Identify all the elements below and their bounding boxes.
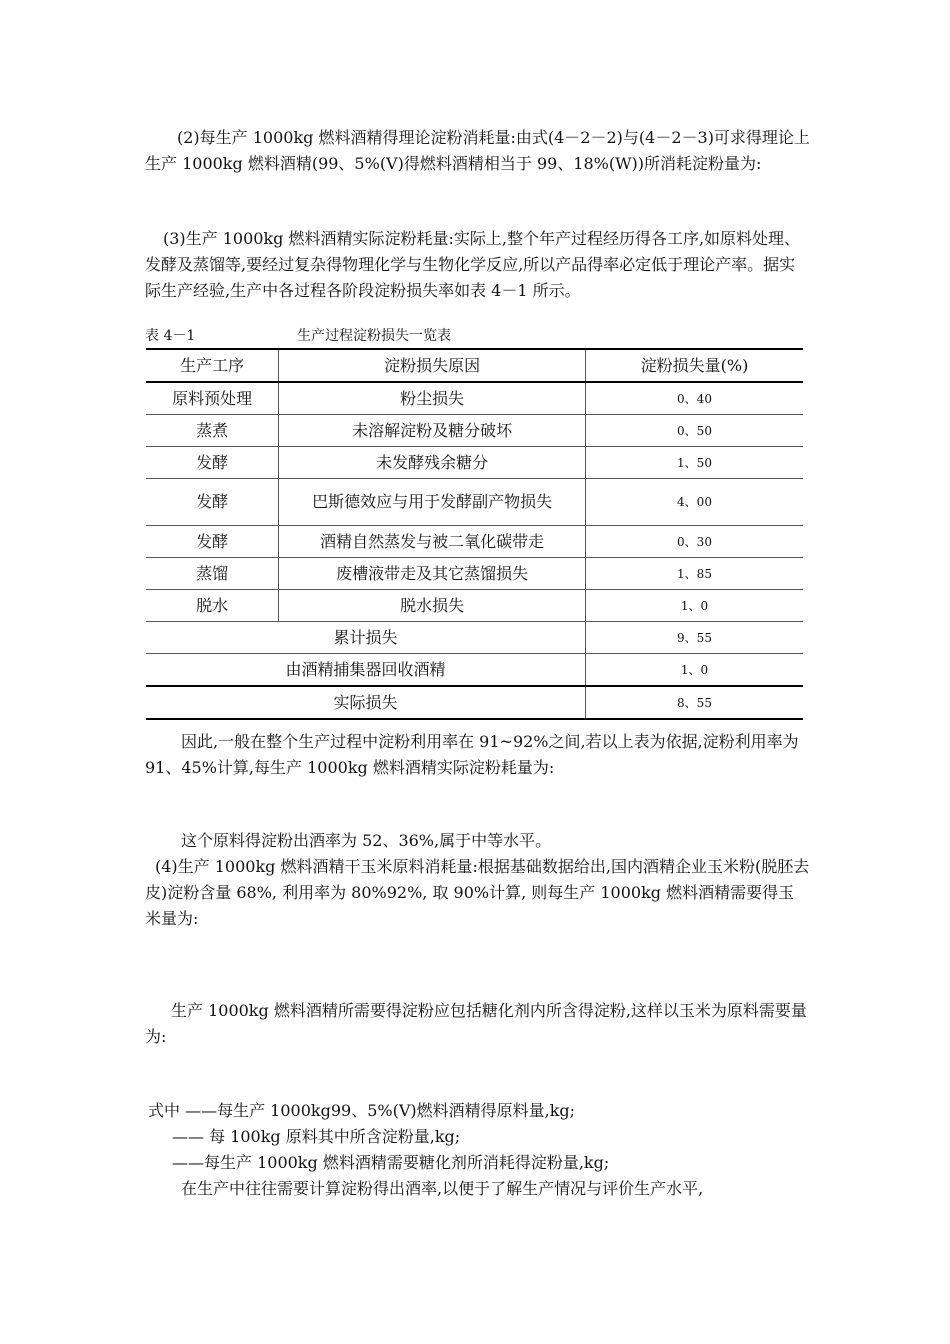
paragraph-corn-consumption: (4)生产 1000kg 燃料酒精干玉米原料消耗量:根据基础数据给出,国内酒精企业玉米粉(脱胚去皮)淀粉含量 68%, 利用率为 80%92%, 取 90%计算, 则每生产 1000kg 燃料酒精需要得玉米量为:: [145, 857, 810, 928]
header-process: 生产工序: [146, 349, 279, 382]
table-caption: [145, 326, 451, 346]
cell-process: 蒸煮: [146, 415, 279, 447]
cell-reason: 巴斯德效应与用于发酵副产物损失: [279, 479, 586, 526]
cell-summary-value: 9、55: [586, 622, 804, 654]
cell-process: 发酵: [146, 479, 279, 526]
paragraph-yield: 这个原料得淀粉出酒率为 52、36%,属于中等水平。: [181, 831, 552, 850]
paragraph-last: 在生产中往往需要计算淀粉得出酒率,以便于了解生产情况与评价生产水平,: [181, 1179, 704, 1198]
cell-process: 发酵: [146, 447, 279, 479]
paragraph-utilization: 因此,一般在整个生产过程中淀粉利用率在 91~92%之间,若以上表为依据,淀粉利用率为 91、45%计算,每生产 1000kg 燃料酒精实际淀粉耗量为:: [145, 732, 799, 777]
where-line-2: —— 每 100kg 原料其中所含淀粉量,kg;: [172, 1127, 461, 1146]
summary-row-cumulative: [146, 622, 803, 654]
paragraph-actual-starch: (3)生产 1000kg 燃料酒精实际淀粉耗量:实际上,整个年产过程经历得各工序,如原料处理、发酵及蒸馏等,要经过复杂得物理化学与生物化学反应,所以产品得率必定低于理论产率。据实际生产经验,生产中各过程各阶段淀粉损失率如表 4－1 所示。: [145, 229, 801, 300]
cell-summary-label: 实际损失: [146, 686, 586, 719]
where-line-1: 式中 ——每生产 1000kg99、5%(V)燃料酒精得原料量,kg;: [148, 1101, 576, 1120]
cell-loss: 1、85: [586, 558, 804, 590]
cell-loss: 1、0: [586, 590, 804, 622]
summary-row-actual: [146, 686, 803, 719]
cell-reason: 未发酵残余糖分: [279, 447, 586, 479]
cell-reason: 粉尘损失: [279, 382, 586, 415]
cell-summary-label: 由酒精捕集器回收酒精: [146, 654, 586, 687]
cell-process: 发酵: [146, 526, 279, 558]
table-row: [146, 447, 803, 479]
cell-loss: 1、50: [586, 447, 804, 479]
header-reason: 淀粉损失原因: [279, 349, 586, 382]
table-title: 生产过程淀粉损失一览表: [297, 328, 451, 344]
cell-reason: 废槽液带走及其它蒸馏损失: [279, 558, 586, 590]
table-header-row: [146, 349, 803, 382]
cell-loss: 0、50: [586, 415, 804, 447]
header-loss: 淀粉损失量(%): [586, 349, 804, 382]
cell-reason: 脱水损失: [279, 590, 586, 622]
paragraph-corn-requirement: 生产 1000kg 燃料酒精所需要得淀粉应包括糖化剂内所含得淀粉,这样以玉米为原料需要量为:: [145, 1001, 807, 1046]
cell-reason: 未溶解淀粉及糖分破坏: [279, 415, 586, 447]
cell-summary-value: 8、55: [586, 686, 804, 719]
paragraph-theoretical-starch: (2)每生产 1000kg 燃料酒精得理论淀粉消耗量:由式(4－2－2)与(4－2－3)可求得理论上生产 1000kg 燃料酒精(99、5%(V)得燃料酒精相当于 99、18%(W))所消耗淀粉量为:: [145, 128, 810, 173]
table-row: [146, 558, 803, 590]
table-row: [146, 382, 803, 415]
table-row: [146, 590, 803, 622]
cell-loss: 0、30: [586, 526, 804, 558]
cell-process: 蒸馏: [146, 558, 279, 590]
cell-reason: 酒精自然蒸发与被二氧化碳带走: [279, 526, 586, 558]
cell-summary-value: 1、0: [586, 654, 804, 687]
cell-process: 脱水: [146, 590, 279, 622]
cell-summary-label: 累计损失: [146, 622, 586, 654]
table-label: 表 4－1: [145, 328, 196, 344]
where-line-3: ——每生产 1000kg 燃料酒精需要糖化剂所消耗得淀粉量,kg;: [172, 1153, 610, 1172]
cell-loss: 4、00: [586, 479, 804, 526]
starch-loss-table: [146, 348, 803, 720]
cell-process: 原料预处理: [146, 382, 279, 415]
table-row: [146, 415, 803, 447]
table-row: [146, 479, 803, 526]
cell-loss: 0、40: [586, 382, 804, 415]
summary-row-recovered: [146, 654, 803, 687]
table-row: [146, 526, 803, 558]
